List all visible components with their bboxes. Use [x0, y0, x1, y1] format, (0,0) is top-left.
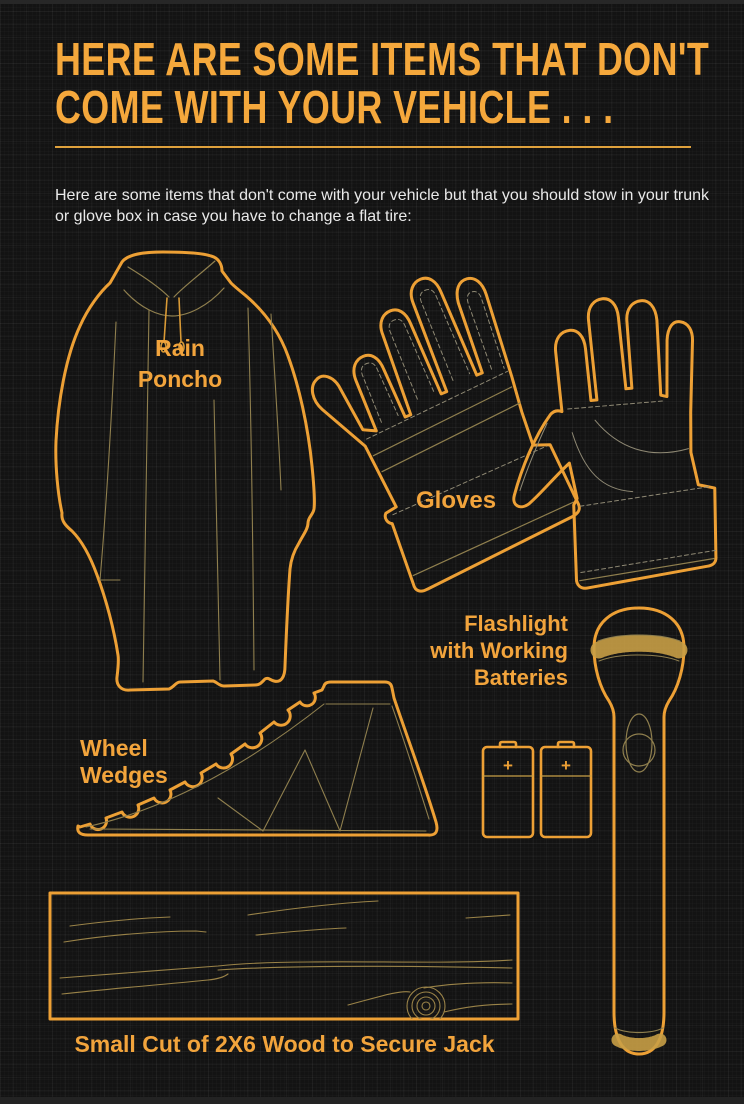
glove-left-knuckle-band: [361, 382, 576, 576]
wood-illustration: [48, 890, 521, 1023]
title-divider: [55, 146, 691, 148]
battery-2: [541, 742, 591, 837]
wheel-wedges-label-line2: Wedges: [80, 762, 168, 788]
poncho-hood-detail: [124, 261, 224, 316]
glove-left-stitching: [319, 270, 548, 515]
rain-poncho-illustration: [28, 250, 318, 705]
wood-grain-lines: [60, 901, 512, 1025]
flashlight-label-line2: with Working: [430, 638, 568, 663]
glove-right-palm-lines: [513, 409, 692, 504]
gloves-illustration: [312, 248, 742, 593]
wheel-wedges-label-line1: Wheel: [80, 735, 148, 761]
page-title-line2: COME WITH YOUR VEHICLE . . .: [55, 81, 614, 133]
wood-label: Small Cut of 2X6 Wood to Secure Jack: [74, 1031, 495, 1057]
flashlight-outline: [594, 608, 684, 1054]
batteries-illustration: [478, 738, 598, 843]
wood-outline: [50, 893, 518, 1019]
battery-1: [483, 742, 533, 837]
flashlight-label-line1: Flashlight: [464, 611, 568, 636]
glove-right-stitching: [564, 395, 718, 573]
wheel-wedges-label: [80, 735, 168, 789]
intro-paragraph: Here are some items that don't come with your vehicle but that you should stow in your trunk or glove box in case you have to change a flat tire:: [55, 187, 710, 225]
poncho-outline: [56, 252, 315, 690]
flashlight-tailcap: [615, 1028, 663, 1045]
flashlight-head-knurling: [598, 635, 680, 661]
flashlight-illustration: [585, 600, 693, 1065]
flashlight-switch: [623, 714, 655, 772]
gloves-label: Gloves: [416, 487, 497, 514]
battery-1-plus: +: [503, 756, 513, 775]
glove-right-outline: [494, 289, 724, 595]
top-edge-strip: [0, 0, 744, 4]
glove-right: [494, 289, 724, 595]
rain-poncho-label-line2: Poncho: [137, 366, 223, 392]
rain-poncho-label: [100, 333, 260, 395]
bottom-edge-strip: [0, 1097, 744, 1104]
battery-2-plus: +: [561, 756, 571, 775]
page-title-line1: HERE ARE SOME ITEMS THAT DON'T: [55, 33, 710, 85]
page-title: [55, 35, 709, 131]
flashlight-label-line3: Batteries: [473, 665, 568, 690]
rain-poncho-label-line1: Rain: [155, 335, 205, 361]
